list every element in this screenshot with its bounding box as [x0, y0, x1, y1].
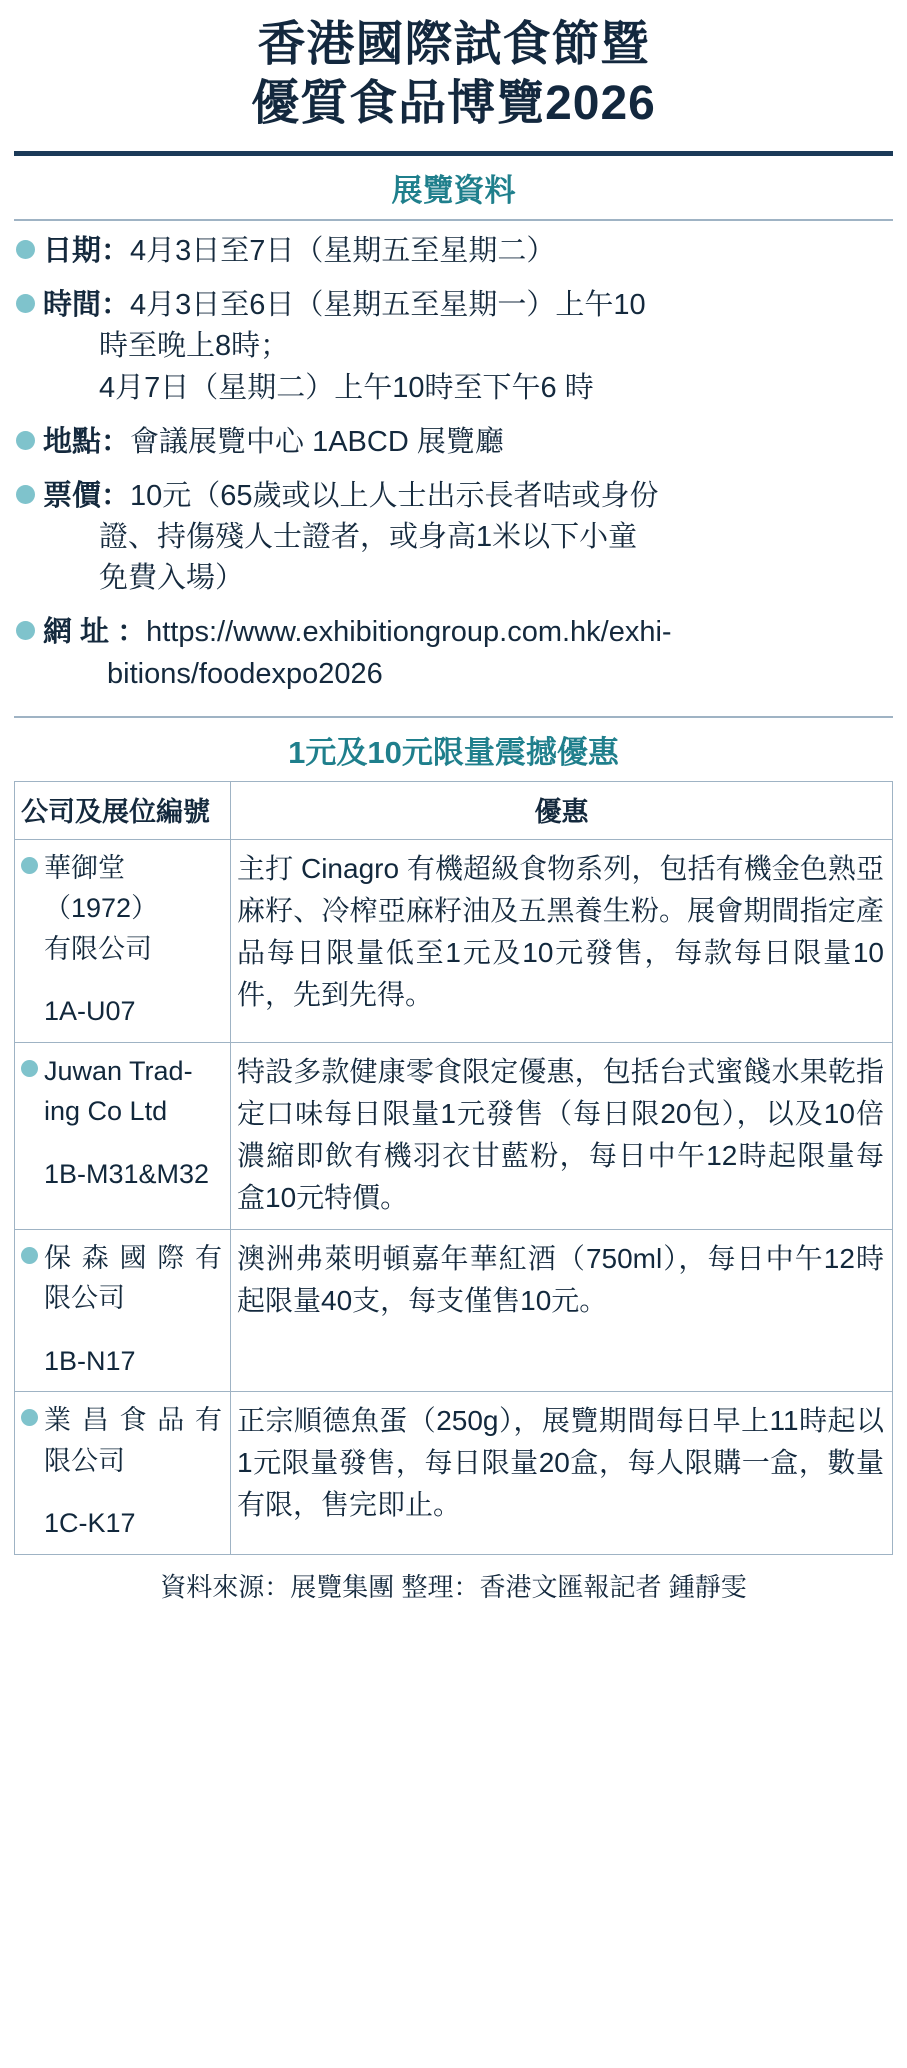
info-value-price: 10元（65歲或以上人士出示長者咭或身份	[130, 479, 659, 512]
company-name-line-1: 保森國際有	[44, 1242, 222, 1273]
info-label-venue: 地點：	[43, 425, 131, 458]
info-row-date	[14, 231, 893, 272]
info-row-text	[43, 422, 893, 463]
info-row-text	[43, 476, 893, 600]
company-name-line-1: 業昌食品有	[44, 1405, 222, 1436]
offer-description: 主打 Cinagro 有機超級食物系列，包括有機金色熟亞麻籽、冷榨亞麻籽油及五黑養生粉。展會期間指定產品每日限量低至1元及10元發售，每款每日限量10件，先到先得。	[231, 839, 893, 1042]
company-name-block	[21, 848, 222, 889]
bullet-dot-icon	[16, 240, 35, 259]
info-value-price-line2: 證、持傷殘人士證者，或身高1米以下小童	[99, 521, 638, 554]
title-line-1: 香港國際試食節暨	[257, 18, 650, 71]
table-header-row	[15, 781, 893, 839]
offer-description: 澳洲弗萊明頓嘉年華紅酒（750ml），每日中午12時起限量40支，每支僅售10元。	[231, 1229, 893, 1392]
info-value-date: 4月3日至7日（星期五至星期二）	[130, 235, 556, 268]
website-url-line2[interactable]: bitions/foodexpo2026	[107, 657, 383, 690]
info-value-time-line3: 4月7日（星期二）上午10時至下午6 時	[99, 371, 594, 404]
info-value-price-line3: 免費入場）	[99, 562, 245, 595]
company-name-block	[21, 1051, 222, 1092]
info-value-time-line2: 時至晚上8時；	[99, 330, 290, 363]
info-row-time	[14, 285, 893, 409]
info-value-venue: 會議展覽中心 1ABCD 展覽廳	[130, 425, 504, 458]
company-name-line-1: Juwan Trad-	[44, 1055, 193, 1086]
exhibition-info-list	[14, 221, 893, 716]
table-row	[15, 1042, 893, 1229]
bullet-dot-icon	[21, 1060, 38, 1077]
title-line-2: 優質食品博覽2026	[251, 76, 656, 130]
company-cell	[15, 1392, 231, 1555]
info-value-time: 4月3日至6日（星期五至星期一）上午10	[130, 289, 646, 322]
booth-number: 1B-N17	[44, 1345, 136, 1376]
company-name-line-2: 限公司	[44, 1283, 125, 1314]
info-label-website: 網 址 ：	[43, 616, 147, 649]
company-name-line-1: 華御堂	[44, 852, 125, 883]
company-name-block	[21, 1400, 222, 1441]
bullet-dot-icon	[16, 431, 35, 450]
info-label-time: 時間：	[43, 289, 131, 322]
section-heading-offers: 1元及10元限量震撼優惠	[288, 734, 619, 770]
column-header-offer: 優惠	[231, 781, 893, 839]
company-cell	[15, 1229, 231, 1392]
company-cell	[15, 839, 231, 1042]
bullet-dot-icon	[16, 621, 35, 640]
company-name-line-3: 有限公司	[44, 933, 152, 964]
table-row	[15, 1392, 893, 1555]
table-row	[15, 1229, 893, 1392]
booth-number: 1A-U07	[44, 996, 136, 1027]
company-name-block	[21, 1238, 222, 1279]
company-name-line-2: 限公司	[44, 1445, 125, 1476]
info-row-text	[43, 231, 893, 272]
offers-table	[14, 781, 893, 1555]
info-label-price: 票價：	[43, 479, 131, 512]
company-name-line-2: （1972）	[44, 893, 159, 924]
section-heading-info: 展覽資料	[391, 173, 516, 209]
company-name-line-2: ing Co Ltd	[44, 1096, 168, 1127]
info-row-text	[43, 612, 893, 694]
bullet-dot-icon	[16, 485, 35, 504]
booth-number: 1C-K17	[44, 1508, 136, 1539]
info-row-price	[14, 476, 893, 600]
bullet-dot-icon	[21, 1409, 38, 1426]
offer-description: 正宗順德魚蛋（250g），展覽期間每日早上11時起以1元限量發售，每日限量20盒，每人限購一盒，數量有限，售完即止。	[231, 1392, 893, 1555]
company-cell	[15, 1042, 231, 1229]
offer-description: 特設多款健康零食限定優惠，包括台式蜜餞水果乾指定口味每日限量1元發售（每日限20包），以及10倍濃縮即飲有機羽衣甘藍粉，每日中午12時起限量每盒10元特價。	[231, 1042, 893, 1229]
table-row	[15, 839, 893, 1042]
website-url[interactable]: https://www.exhibitiongroup.com.hk/exhi-	[146, 616, 672, 649]
page-title	[14, 0, 893, 151]
source-credit: 資料來源：展覽集團 整理：香港文匯報記者 鍾靜雯	[160, 1571, 747, 1602]
bullet-dot-icon	[21, 1247, 38, 1264]
bullet-dot-icon	[21, 857, 38, 874]
bullet-dot-icon	[16, 294, 35, 313]
info-label-date: 日期：	[43, 235, 131, 268]
column-header-company: 公司及展位編號	[15, 781, 231, 839]
booth-number: 1B-M31&M32	[44, 1158, 210, 1189]
info-row-venue	[14, 422, 893, 463]
info-row-text	[43, 285, 893, 409]
info-row-website	[14, 612, 893, 694]
